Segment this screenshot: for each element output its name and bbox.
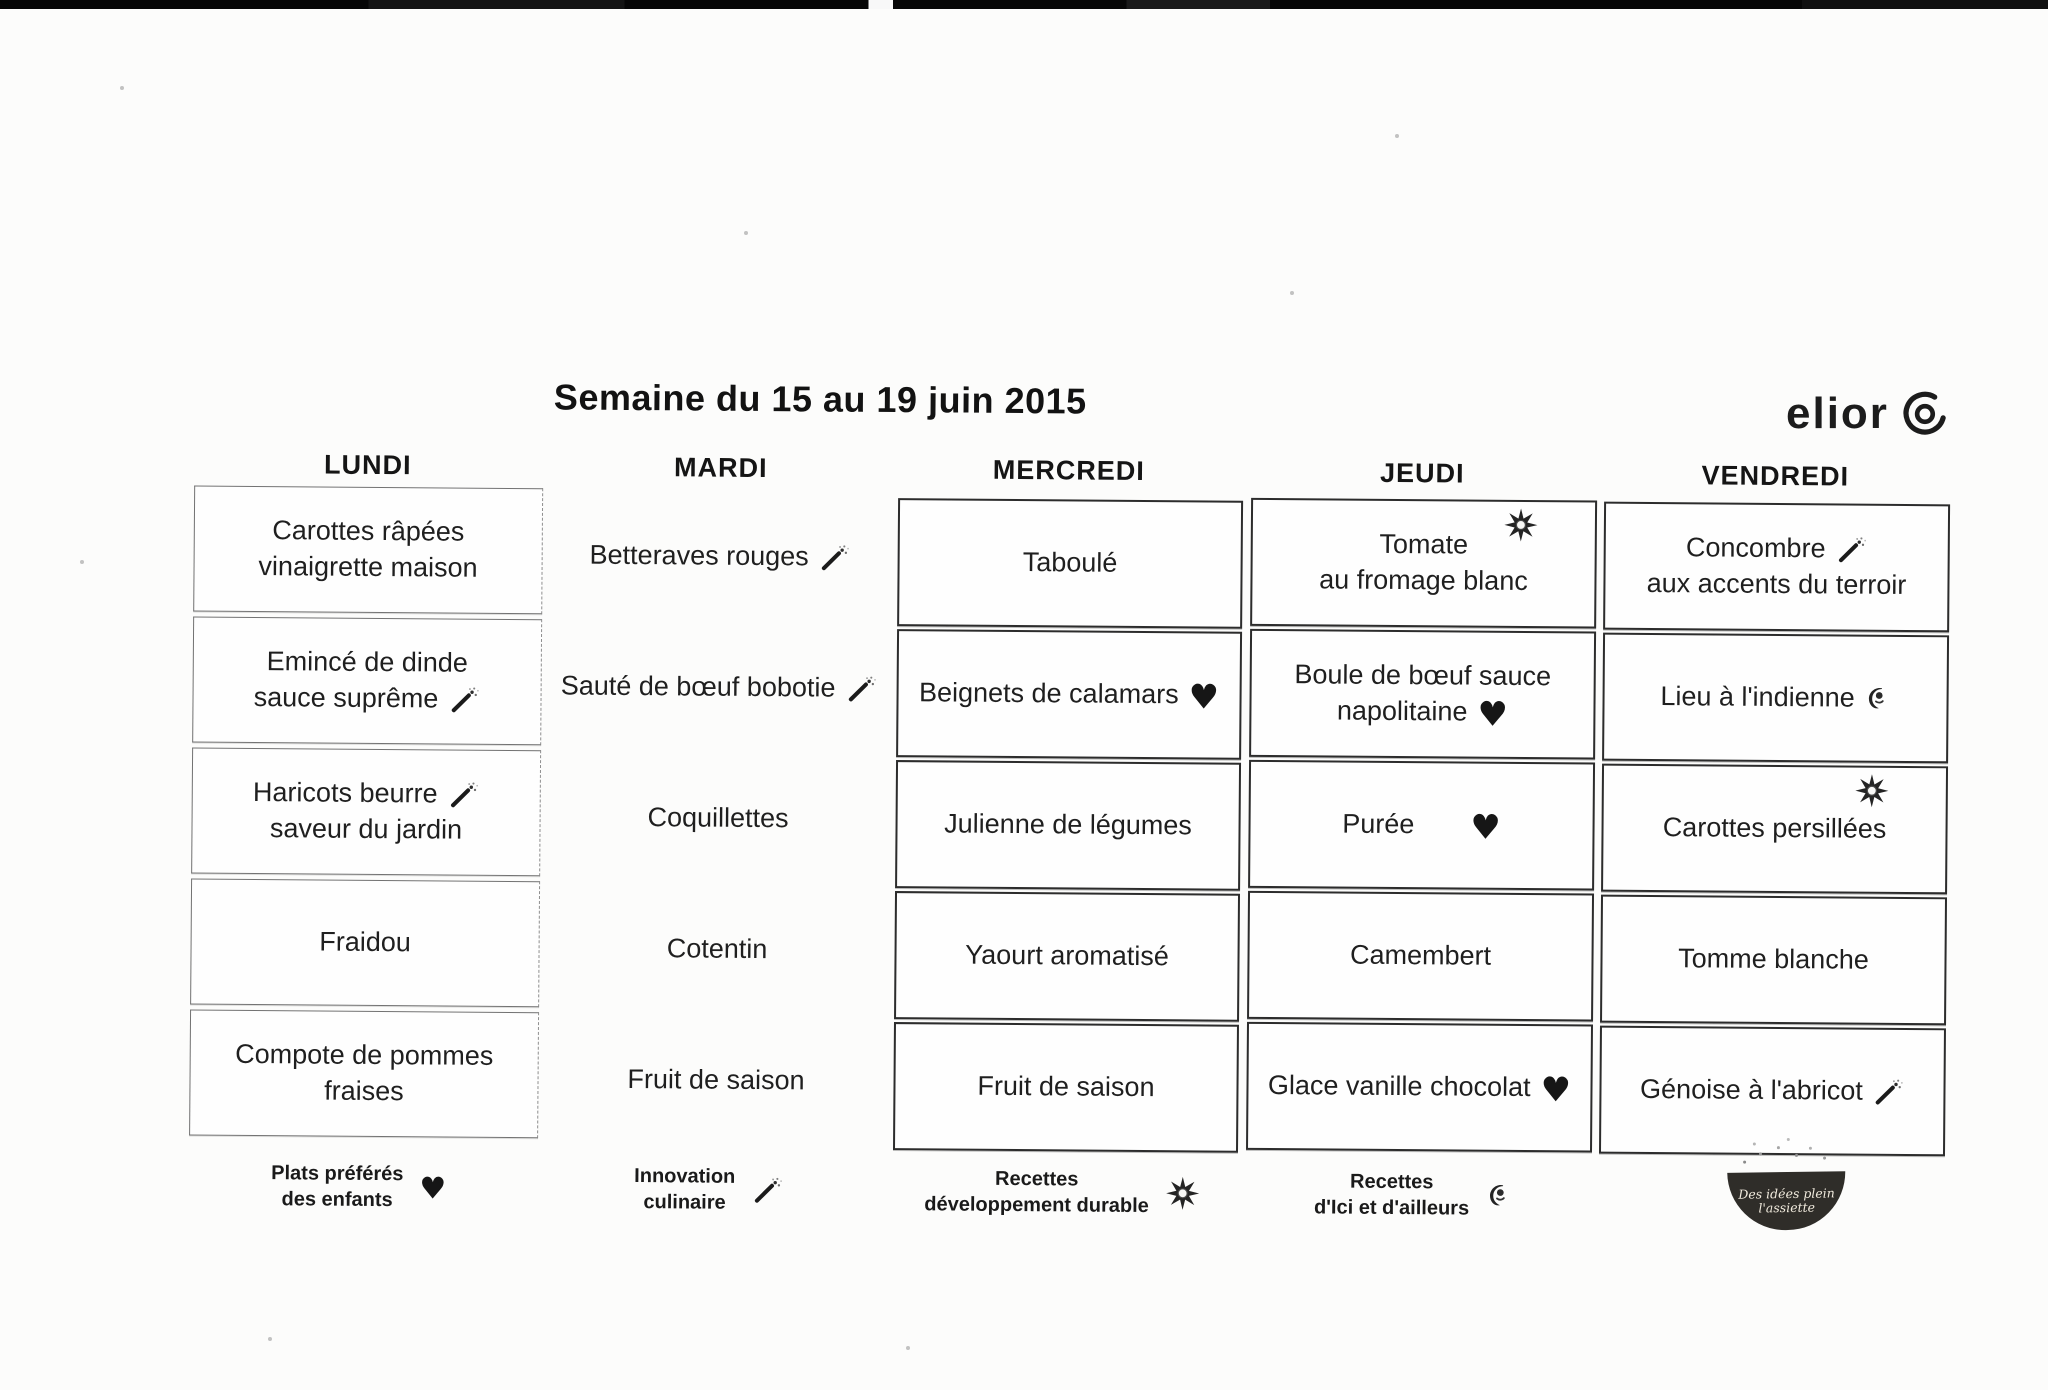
menu-item-line bbox=[1379, 527, 1468, 563]
elior-logo bbox=[1786, 388, 1949, 440]
day-header-mercredi: MERCREDI bbox=[898, 454, 1239, 488]
elior-wordmark: elior bbox=[1786, 392, 1889, 436]
menu-item bbox=[895, 760, 1241, 891]
menu-item-line bbox=[1663, 810, 1887, 847]
legend-label-line: Recettes bbox=[924, 1165, 1149, 1193]
legend-label bbox=[1314, 1168, 1470, 1221]
menu-item-line bbox=[1647, 566, 1907, 604]
menu-item-text: Fraidou bbox=[319, 925, 411, 961]
legend-label-line: Recettes bbox=[1314, 1168, 1469, 1195]
menu-item-line bbox=[1319, 562, 1528, 599]
sunburst-icon bbox=[1165, 1175, 1201, 1211]
legend-label-line: culinaire bbox=[634, 1189, 735, 1216]
scan-speck bbox=[744, 231, 748, 235]
menu-item-line bbox=[944, 807, 1192, 845]
menu-item bbox=[1601, 764, 1948, 895]
menu-item-text: Yaourt aromatisé bbox=[965, 938, 1169, 975]
menu-item-text: Betteraves rouges bbox=[589, 538, 808, 575]
menu-item-text: Fruit de saison bbox=[977, 1069, 1154, 1106]
menu-item bbox=[893, 1022, 1239, 1153]
scan-speck bbox=[1290, 291, 1294, 295]
menu-item-line bbox=[977, 1069, 1154, 1106]
menu-item bbox=[1250, 498, 1597, 629]
menu-item bbox=[1248, 760, 1595, 891]
legend-label-line: Plats préférés bbox=[271, 1160, 403, 1187]
menu-item-line bbox=[561, 669, 878, 707]
menu-item-text: Coquillettes bbox=[647, 800, 788, 837]
sunburst-icon bbox=[1854, 773, 1890, 809]
menu-item-line bbox=[667, 931, 768, 967]
menu-item-text: Carottes persillées bbox=[1663, 810, 1887, 847]
menu-item-text: Compote de pommes bbox=[235, 1037, 493, 1075]
legend-label-line: d'Ici et d'ailleurs bbox=[1314, 1194, 1469, 1221]
menu-item-line bbox=[1660, 679, 1891, 716]
menu-item bbox=[1247, 891, 1594, 1022]
page-title: Semaine du 15 au 19 juin 2015 bbox=[554, 376, 1087, 422]
legend-label bbox=[271, 1160, 404, 1213]
menu-item-text: aux accents du terroir bbox=[1647, 566, 1907, 604]
magic-wand-icon bbox=[1835, 534, 1867, 566]
day-header-mardi: MARDI bbox=[548, 451, 893, 485]
menu-item-text: Emincé de dinde bbox=[267, 644, 468, 681]
legend-label bbox=[924, 1165, 1149, 1219]
menu-item-text: Boule de bœuf sauce bbox=[1294, 658, 1551, 696]
menu-item-line bbox=[235, 1037, 493, 1075]
menu-item bbox=[1599, 1026, 1946, 1157]
menu-item-line bbox=[267, 644, 468, 681]
menu-item-line bbox=[1337, 694, 1508, 731]
menu-item-line bbox=[1294, 658, 1551, 696]
menu-item-text: sauce suprême bbox=[254, 680, 439, 717]
menu-item-text: Beignets de calamars bbox=[919, 675, 1179, 713]
scan-speck bbox=[268, 1337, 272, 1341]
menu-item-text: saveur du jardin bbox=[270, 811, 462, 848]
menu-item bbox=[894, 891, 1240, 1022]
magic-wand-icon bbox=[751, 1174, 783, 1206]
sunburst-icon bbox=[1503, 507, 1539, 543]
bowl-slogan-line1: Des idées plein bbox=[1738, 1186, 1835, 1202]
menu-item-line bbox=[272, 514, 464, 551]
world-icon bbox=[1865, 686, 1891, 712]
menu-item bbox=[545, 755, 891, 882]
menu-item-text: Haricots beurre bbox=[253, 775, 438, 812]
scan-speck bbox=[120, 86, 124, 90]
menu-item-text: Carottes râpées bbox=[272, 514, 464, 551]
legend-item-world bbox=[1242, 1168, 1582, 1223]
menu-item bbox=[1603, 502, 1950, 633]
menu-item bbox=[191, 748, 541, 877]
world-icon bbox=[1485, 1183, 1511, 1209]
menu-item bbox=[897, 498, 1243, 629]
menu-item bbox=[1602, 633, 1949, 764]
menu-item-line bbox=[1268, 1068, 1571, 1106]
menu-item-text: Tomme blanche bbox=[1678, 941, 1869, 978]
menu-item bbox=[1249, 629, 1596, 760]
scan-speck bbox=[906, 1346, 910, 1350]
menu-item-line bbox=[1686, 531, 1868, 568]
menu-item-line bbox=[270, 811, 462, 848]
magic-wand-icon bbox=[448, 683, 480, 715]
menu-item-line bbox=[589, 538, 850, 576]
menu-item-text: vinaigrette maison bbox=[258, 549, 477, 586]
menu-item-line bbox=[254, 680, 481, 717]
menu-item-line bbox=[647, 800, 788, 837]
menu-item-line bbox=[253, 775, 480, 812]
menu-item-line bbox=[324, 1074, 404, 1110]
legend-item-wand bbox=[538, 1162, 878, 1217]
menu-item-line bbox=[319, 925, 411, 961]
menu-item bbox=[543, 1017, 889, 1144]
menu-item-text: Lieu à l'indienne bbox=[1660, 679, 1855, 716]
menu-item-line bbox=[1640, 1072, 1905, 1110]
menu-item bbox=[1600, 895, 1947, 1026]
menu-item-line bbox=[965, 938, 1169, 975]
menu-item bbox=[192, 617, 542, 746]
menu-item-text: Sauté de bœuf bobotie bbox=[561, 669, 836, 707]
menu-item-line bbox=[1350, 938, 1491, 975]
menu-item-line bbox=[1342, 807, 1501, 844]
legend-label-line: des enfants bbox=[271, 1186, 403, 1213]
legend-label-line: Innovation bbox=[634, 1163, 735, 1190]
elior-swirl-icon bbox=[1897, 388, 1949, 440]
menu-item-line bbox=[627, 1062, 804, 1099]
legend-item-star bbox=[892, 1165, 1232, 1220]
menu-item bbox=[546, 624, 892, 751]
magic-wand-icon bbox=[1873, 1076, 1905, 1108]
scan-speck bbox=[80, 560, 84, 564]
legend-label-line: développement durable bbox=[924, 1191, 1149, 1219]
menu-item-line bbox=[1678, 941, 1869, 978]
menu-item-text: Génoise à l'abricot bbox=[1640, 1072, 1863, 1109]
bowl-slogan-line2: l'assiette bbox=[1758, 1201, 1815, 1216]
menu-item-text: Fruit de saison bbox=[627, 1062, 804, 1099]
menu-item-line bbox=[258, 549, 477, 586]
day-header-lundi: LUNDI bbox=[194, 449, 541, 483]
menu-item-text: Glace vanille chocolat bbox=[1268, 1068, 1531, 1106]
magic-wand-icon bbox=[447, 779, 479, 811]
menu-item-text: Purée bbox=[1342, 807, 1414, 843]
menu-item bbox=[1246, 1022, 1593, 1153]
menu-item-text: Cotentin bbox=[667, 931, 768, 967]
steam-specks-icon bbox=[1743, 1161, 1746, 1164]
scan-speck bbox=[1395, 134, 1399, 138]
day-header-jeudi: JEUDI bbox=[1251, 457, 1593, 491]
menu-item bbox=[896, 629, 1242, 760]
bowl-logo bbox=[1727, 1171, 1846, 1231]
menu-item-text: Tomate bbox=[1379, 527, 1468, 563]
menu-item-text: Julienne de légumes bbox=[944, 807, 1192, 845]
menu-item bbox=[190, 879, 540, 1008]
magic-wand-icon bbox=[845, 673, 877, 705]
menu-item-line bbox=[1023, 545, 1118, 581]
legend-label bbox=[634, 1163, 736, 1216]
menu-item-text: fraises bbox=[324, 1074, 404, 1110]
menu-item-text: Taboulé bbox=[1023, 545, 1118, 581]
menu-item-text: Camembert bbox=[1350, 938, 1491, 975]
menu-item bbox=[193, 486, 543, 615]
menu-item bbox=[547, 493, 893, 620]
menu-item-text: Concombre bbox=[1686, 531, 1826, 568]
menu-item-line bbox=[919, 675, 1219, 713]
magic-wand-icon bbox=[819, 541, 851, 573]
legend-item-heart bbox=[188, 1160, 528, 1215]
menu-item-text: au fromage blanc bbox=[1319, 562, 1528, 599]
menu-item bbox=[544, 886, 890, 1013]
day-header-vendredi: VENDREDI bbox=[1604, 460, 1946, 494]
menu-item bbox=[189, 1010, 539, 1139]
menu-item-text: napolitaine bbox=[1337, 694, 1468, 731]
